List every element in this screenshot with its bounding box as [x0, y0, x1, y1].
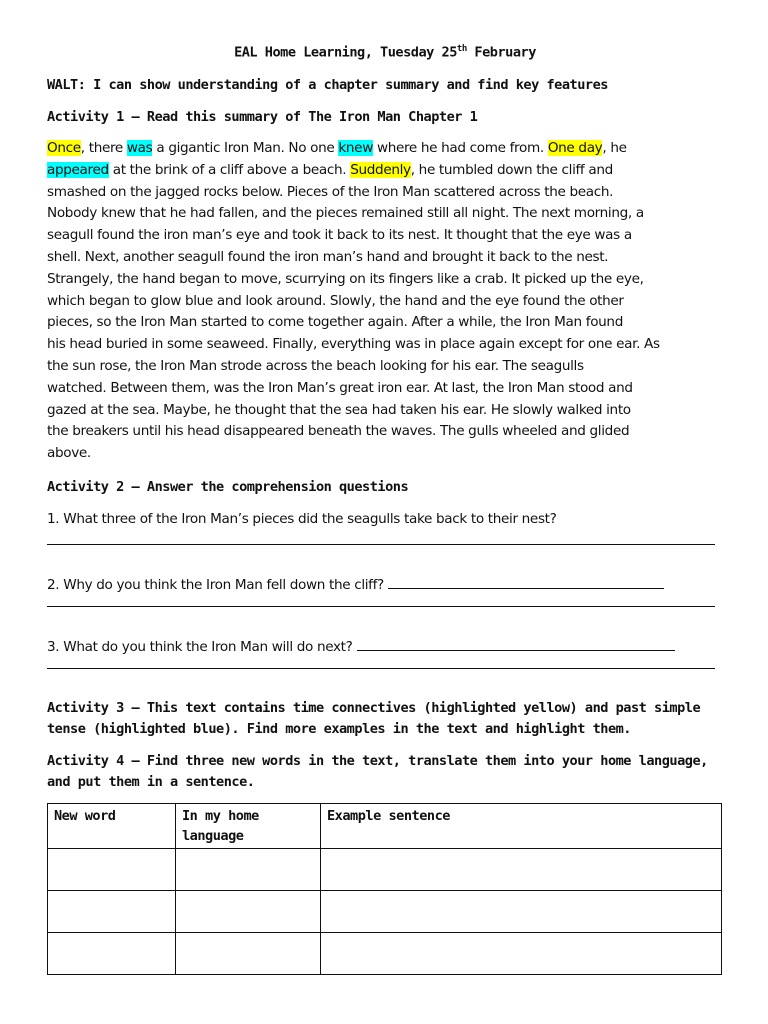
- summary-line: [47, 160, 727, 182]
- summary-line: seagull found the iron man’s eye and took it back to its nest. It thought that the eye was a: [47, 227, 632, 244]
- summary-line: Nobody knew that he had fallen, and the pieces remained still all night. The next morning, a: [47, 205, 644, 222]
- cell-home-language[interactable]: [176, 891, 321, 933]
- summary-line: pieces, so the Iron Man started to come together again. After a while, the Iron Man found: [47, 314, 623, 331]
- text-span: where he had come from.: [372, 140, 548, 156]
- title-superscript: th: [456, 44, 467, 54]
- text-span: , he: [602, 140, 627, 156]
- highlight-past-tense: appeared: [47, 161, 109, 178]
- page-title: [47, 44, 723, 61]
- text-span: , there: [80, 140, 127, 156]
- summary-line: Strangely, the hand began to move, scurrying on its fingers like a crab. It picked up the eye,: [47, 270, 644, 287]
- cell-new-word[interactable]: [48, 933, 176, 975]
- title-text: EAL Home Learning, Tuesday 25: [234, 44, 457, 61]
- cell-example-sentence[interactable]: [321, 849, 722, 891]
- question-2: [47, 574, 727, 593]
- highlight-time-connective: One day: [547, 140, 603, 156]
- header-example-sentence: Example sentence: [321, 804, 722, 849]
- walt-objective: WALT: I can show understanding of a chapter summary and find key features: [47, 77, 608, 93]
- answer-blank-3[interactable]: [357, 636, 675, 651]
- cell-example-sentence[interactable]: [321, 933, 722, 975]
- summary-line: which began to glow blue and look around. Slowly, the hand and the eye found the other: [47, 292, 624, 309]
- summary-line: shell. Next, another seagull found the iron man’s hand and brought it back to the nest.: [47, 248, 609, 265]
- summary-line: the sun rose, the Iron Man strode across the beach looking for his ear. The seagulls: [47, 357, 584, 374]
- summary-line: smashed on the jagged rocks below. Pieces of the Iron Man scattered across the beach.: [47, 183, 614, 200]
- highlight-past-tense: was: [126, 140, 153, 156]
- highlight-time-connective: Once: [47, 140, 81, 156]
- table-row: [48, 933, 722, 975]
- answer-blank-2[interactable]: [388, 574, 664, 589]
- question-3-text: 3. What do you think the Iron Man will do next?: [47, 639, 353, 655]
- summary-line: above.: [47, 445, 91, 462]
- cell-new-word[interactable]: [48, 849, 176, 891]
- activity2-heading: Activity 2 – Answer the comprehension questions: [47, 479, 409, 495]
- activity3-instructions: Activity 3 – This text contains time connectives (highlighted yellow) and past simple tense (highlighted blue). Find more examples in the text and highlight them.: [47, 700, 701, 737]
- cell-home-language[interactable]: [176, 933, 321, 975]
- highlight-past-tense: knew: [338, 140, 373, 156]
- summary-line: watched. Between them, was the Iron Man’s great iron ear. At last, the Iron Man stood and: [47, 379, 633, 396]
- summary-line: gazed at the sea. Maybe, he thought that the sea had taken his ear. He slowly walked into: [47, 401, 631, 418]
- text-span: , he tumbled down the cliff and: [410, 161, 613, 178]
- summary-line: the breakers until his head disappeared beneath the waves. The gulls wheeled and glided: [47, 423, 630, 440]
- table-row: [48, 849, 722, 891]
- new-words-table: [47, 803, 722, 975]
- text-span: at the brink of a cliff above a beach.: [108, 161, 351, 178]
- table-row: [48, 891, 722, 933]
- activity1-heading: Activity 1 – Read this summary of The Iron Man Chapter 1: [47, 109, 478, 125]
- question-1: 1. What three of the Iron Man’s pieces did the seagulls take back to their nest?: [47, 511, 557, 527]
- text-span: a gigantic Iron Man. No one: [152, 140, 339, 156]
- title-month: February: [466, 44, 536, 61]
- header-home-language: In my home language: [176, 804, 321, 849]
- cell-example-sentence[interactable]: [321, 891, 722, 933]
- chapter-summary: [47, 138, 727, 465]
- header-new-word: New word: [48, 804, 176, 849]
- answer-line-1[interactable]: [47, 544, 715, 545]
- summary-line: [47, 138, 727, 160]
- table-header-row: [48, 804, 722, 849]
- summary-line: his head buried in some seaweed. Finally, everything was in place again except for one ear. As: [47, 336, 660, 353]
- highlight-time-connective: Suddenly: [350, 161, 411, 178]
- question-2-text: 2. Why do you think the Iron Man fell down the cliff?: [47, 577, 384, 593]
- answer-line-3[interactable]: [47, 668, 715, 669]
- question-3: [47, 636, 727, 655]
- cell-home-language[interactable]: [176, 849, 321, 891]
- cell-new-word[interactable]: [48, 891, 176, 933]
- answer-line-2[interactable]: [47, 606, 715, 607]
- activity4-instructions: Activity 4 – Find three new words in the text, translate them into your home language, and put them in a sentence.: [47, 753, 708, 790]
